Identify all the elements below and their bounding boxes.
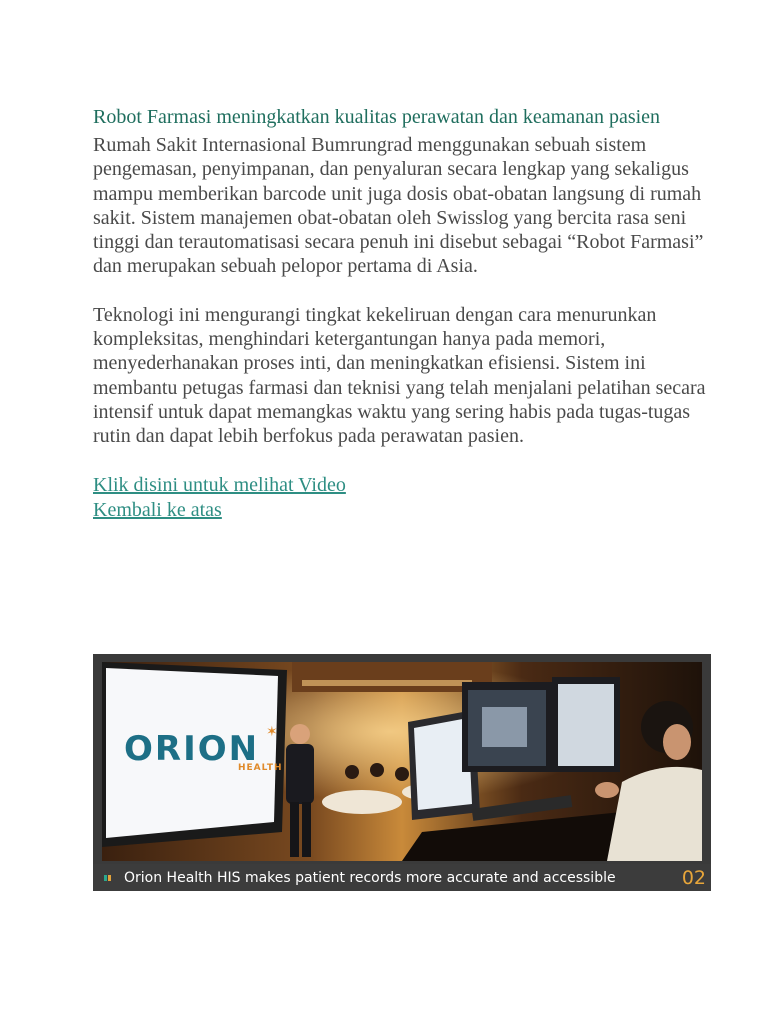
- article-paragraph-1: Rumah Sakit Internasional Bumrungrad menggunakan sebuah sistem pengemasan, penyimpanan, dan penyaluran secara lengkap yang sekaligus mampu memberikan barcode unit juga dosis obat-obatan langsung di rumah sakit. Sistem manajemen obat-obatan oleh Swisslog yang bercita rasa seni tinggi dan terautomatisasi secara penuh ini disebut sebagai “Robot Farmasi” dan merupakan sebuah pelopor pertama di Asia.: [93, 134, 704, 278]
- orion-logo: ORION: [124, 729, 260, 769]
- article-links: [93, 473, 713, 523]
- caption-marker-icon: [104, 875, 111, 881]
- orion-logo-subtext: HEALTH: [238, 763, 283, 773]
- back-to-top-link[interactable]: Kembali ke atas: [93, 498, 222, 521]
- banner-caption: Orion Health HIS makes patient records more accurate and accessible: [124, 870, 616, 886]
- article-heading: Robot Farmasi meningkatkan kualitas perawatan dan keamanan pasien: [93, 106, 661, 128]
- banner-caption-bar: [93, 864, 711, 891]
- orion-health-banner: [93, 654, 711, 891]
- slide-number: 02: [681, 867, 706, 889]
- video-link[interactable]: Klik disini untuk melihat Video: [93, 473, 346, 496]
- banner-photo: [102, 662, 702, 861]
- article: [93, 105, 713, 523]
- orion-star-icon: ✶: [266, 725, 278, 740]
- article-paragraph-2: Teknologi ini mengurangi tingkat kekeliruan dengan cara menurunkan kompleksitas, menghindari ketergantungan hanya pada memori, menyederhanakan proses inti, dan meningkatkan efisiensi. Sistem ini membantu petugas farmasi dan teknisi yang telah menjalani pelatihan secara intensif untuk dapat memangkas waktu yang sering habis pada tugas-tugas rutin dan dapat lebih berfokus pada perawatan pasien.: [93, 303, 706, 448]
